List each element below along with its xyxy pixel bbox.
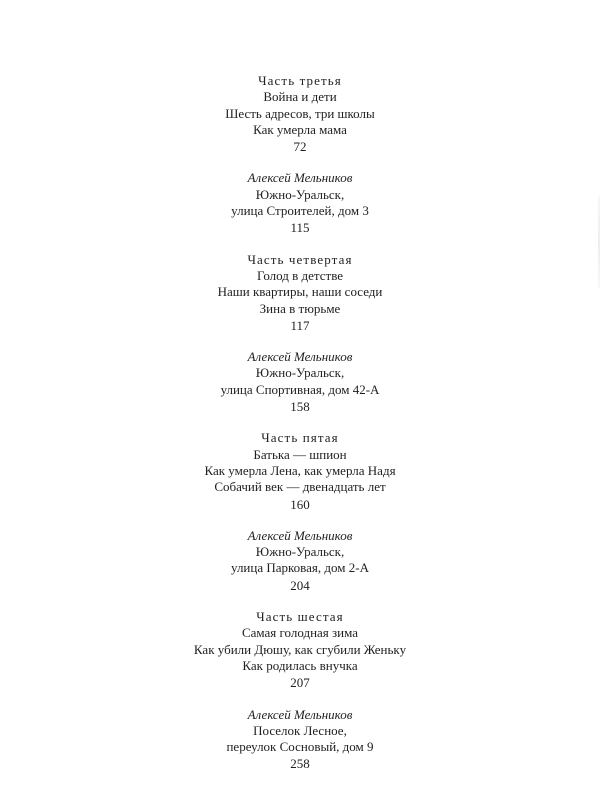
address-line: переулок Сосновый, дом 9 [226,739,374,755]
toc-section-author-2 [0,349,600,415]
author-name: Алексей Мельников [247,349,353,365]
page-number: 160 [290,496,310,512]
page-number: 117 [290,317,310,333]
chapter-title: Война и дети [263,89,337,105]
chapter-title: Как умерла мама [253,121,347,137]
part-title: Часть четвертая [247,251,353,267]
chapter-title: Шесть адресов, три школы [225,105,375,121]
address-line: улица Парковая, дом 2-А [231,560,369,576]
toc-section-part-five [0,430,600,512]
author-name: Алексей Мельников [247,527,353,543]
address-line: улица Спортивная, дом 42-А [220,381,380,397]
toc-section-part-six [0,609,600,691]
chapter-title: Как родилась внучка [242,657,358,673]
part-title: Часть шестая [256,609,344,625]
toc-section-part-four [0,252,600,334]
author-name: Алексей Мельников [247,706,353,722]
toc-section-author-1 [0,170,600,236]
page-number: 115 [290,220,310,236]
chapter-title: Самая голодная зима [241,625,359,641]
chapter-title: Голод в детстве [256,267,344,283]
chapter-title: Зина в тюрьме [259,300,341,316]
toc-section-author-4 [0,707,600,773]
page-number: 158 [290,399,310,415]
address-line: Южно-Уральск, [255,365,345,381]
table-of-contents [0,73,600,788]
chapter-title: Батька — шпион [253,446,347,462]
page-number: 258 [290,756,310,772]
part-title: Часть третья [258,73,342,88]
address-line: Поселок Лесное, [253,722,347,738]
page-number: 72 [293,139,307,155]
chapter-title: Как убили Дюшу, как сгубили Женьку [193,641,407,657]
address-line: Южно-Уральск, [255,544,345,560]
chapter-title: Наши квартиры, наши соседи [217,284,383,300]
part-title: Часть пятая [261,430,339,446]
address-line: Южно-Уральск, [255,186,345,202]
page-number: 207 [290,675,310,691]
chapter-title: Собачий век — двенадцать лет [214,479,386,495]
page-number: 204 [290,577,310,593]
toc-section-author-3 [0,528,600,594]
toc-section-part-three [0,73,600,155]
author-name: Алексей Мельников [247,170,353,186]
chapter-title: Как умерла Лена, как умерла Надя [204,462,396,478]
address-line: улица Строителей, дом 3 [231,203,369,219]
